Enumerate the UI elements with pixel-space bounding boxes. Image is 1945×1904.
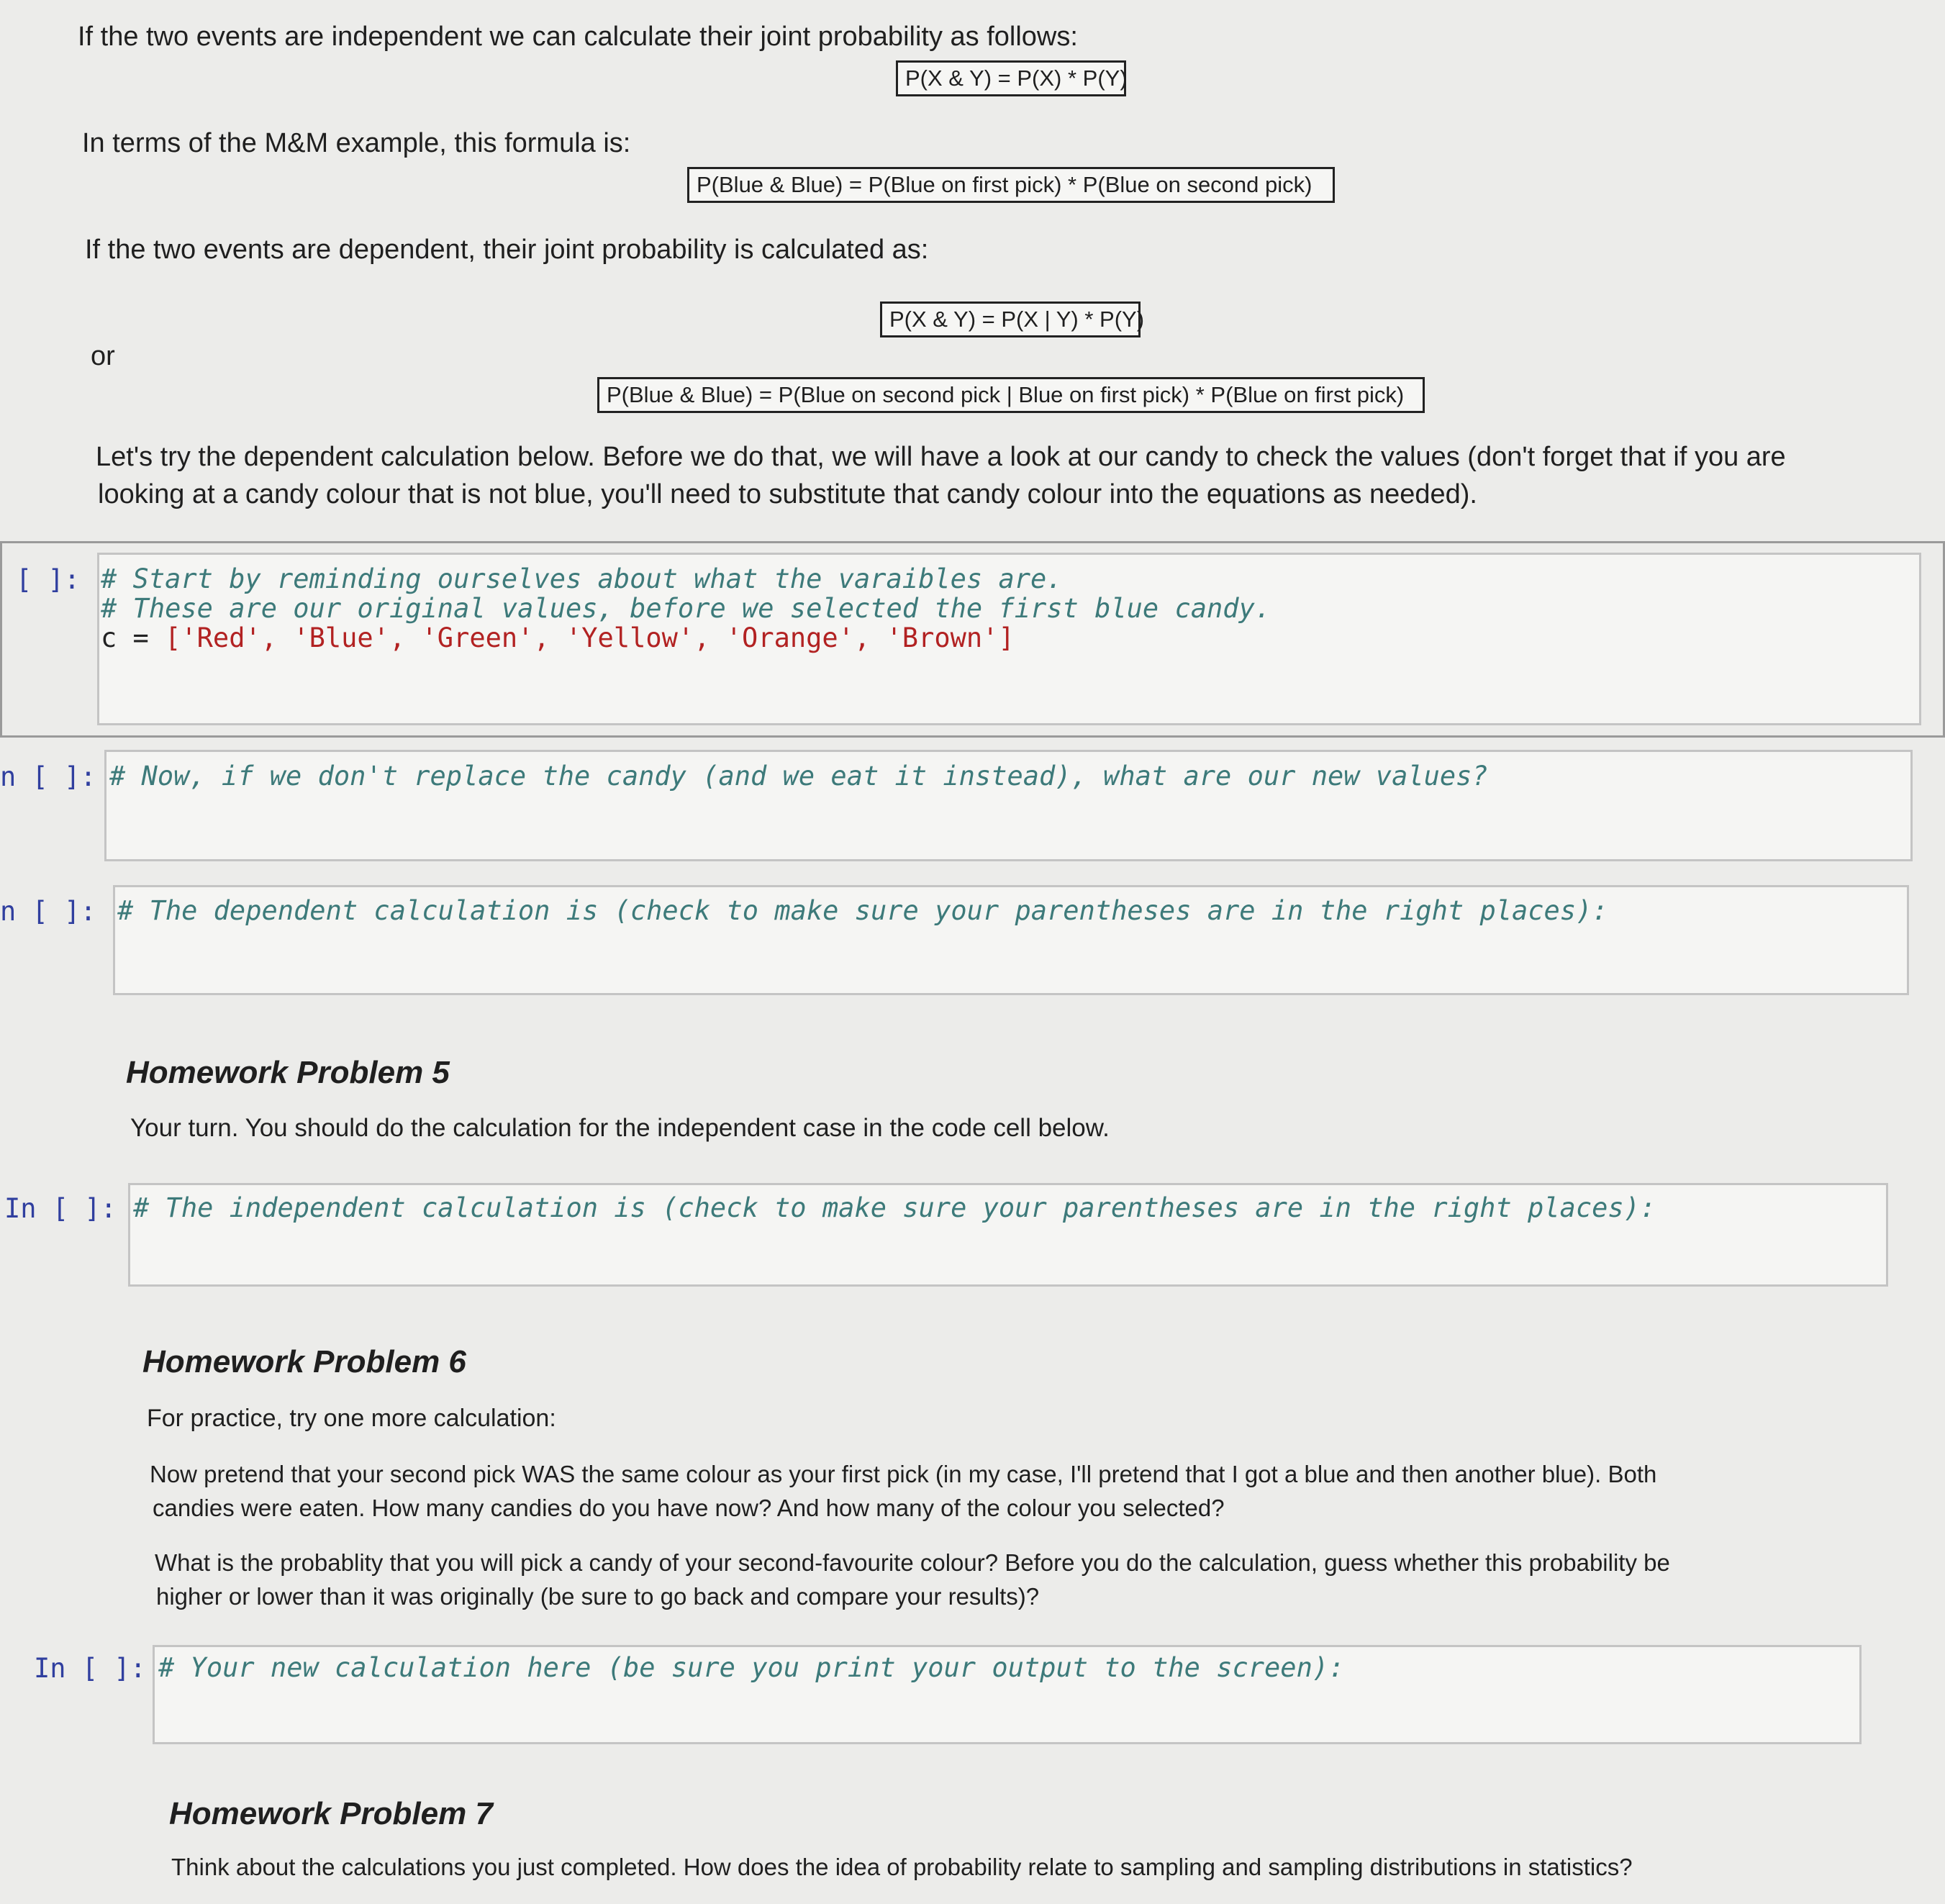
independent-text: If the two events are independent we can calculate their joint probability as follows: [78,22,1078,52]
or-text: or [91,341,115,371]
cell1-list: ['Red', 'Blue', 'Green', 'Yellow', 'Orange', 'Brown'] [165,622,1015,653]
hw6-intro: For practice, try one more calculation: [147,1405,556,1432]
formula-mm-independent: P(Blue & Blue) = P(Blue on first pick) * P(Blue on second pick) [687,167,1335,203]
hw6-p1-line1: Now pretend that your second pick WAS the same colour as your first pick (in my case, I'll pretend that I got a blue and then another blue). Both [150,1461,1657,1487]
hw6-p2-line1: What is the probablity that you will pick a candy of your second-favourite colour? Before you do the calculation, guess whether this probability be [155,1549,1670,1576]
formula-mm-dependent: P(Blue & Blue) = P(Blue on second pick | Blue on first pick) * P(Blue on first pick) [597,377,1425,413]
mm-text: In terms of the M&M example, this formula is: [82,128,631,158]
try-text-line1: Let's try the dependent calculation below. Before we do that, we will have a look at our candy to check the values (don't forget that if you are [96,442,1786,472]
formula-independent: P(X & Y) = P(X) * P(Y) [896,60,1126,96]
cell2-prompt: n [ ]: [0,761,96,792]
hw6-p2-line2: higher or lower than it was originally (be sure to go back and compare your results)? [156,1583,1040,1610]
formula-dependent: P(X & Y) = P(X | Y) * P(Y) [880,302,1141,337]
dependent-text: If the two events are dependent, their joint probability is calculated as: [85,235,929,265]
try-text-line2: looking at a candy colour that is not blue, you'll need to substitute that candy colour into the equations as needed). [98,479,1477,509]
hw7-title: Homework Problem 7 [169,1796,493,1831]
cell1-var: c = [101,622,166,653]
hw7-text: Think about the calculations you just completed. How does the idea of probability relate to sampling and sampling distributions in statistics? [171,1854,1633,1880]
cell1-line3 [101,623,1015,653]
cell1-prompt: [ ]: [16,564,81,595]
cell2-code: # Now, if we don't replace the candy (and we eat it instead), what are our new values? [109,761,1488,792]
hw5-title: Homework Problem 5 [126,1055,450,1090]
cell5-code: # Your new calculation here (be sure you print your output to the screen): [158,1652,1345,1683]
cell1-line2: # These are our original values, before we selected the first blue candy. [101,593,1271,624]
cell4-prompt: In [ ]: [4,1193,117,1224]
cell5-prompt: In [ ]: [34,1653,146,1684]
cell1-line1: # Start by reminding ourselves about what the varaibles are. [101,563,1063,594]
hw6-title: Homework Problem 6 [142,1344,466,1379]
hw5-text: Your turn. You should do the calculation for the independent case in the code cell below. [130,1114,1110,1142]
cell4-code: # The independent calculation is (check to make sure your parentheses are in the right places): [133,1192,1656,1223]
cell3-code: # The dependent calculation is (check to make sure your parentheses are in the right places): [117,895,1608,926]
cell3-prompt: n [ ]: [0,896,96,927]
hw6-p1-line2: candies were eaten. How many candies do you have now? And how many of the colour you selected? [153,1495,1225,1521]
